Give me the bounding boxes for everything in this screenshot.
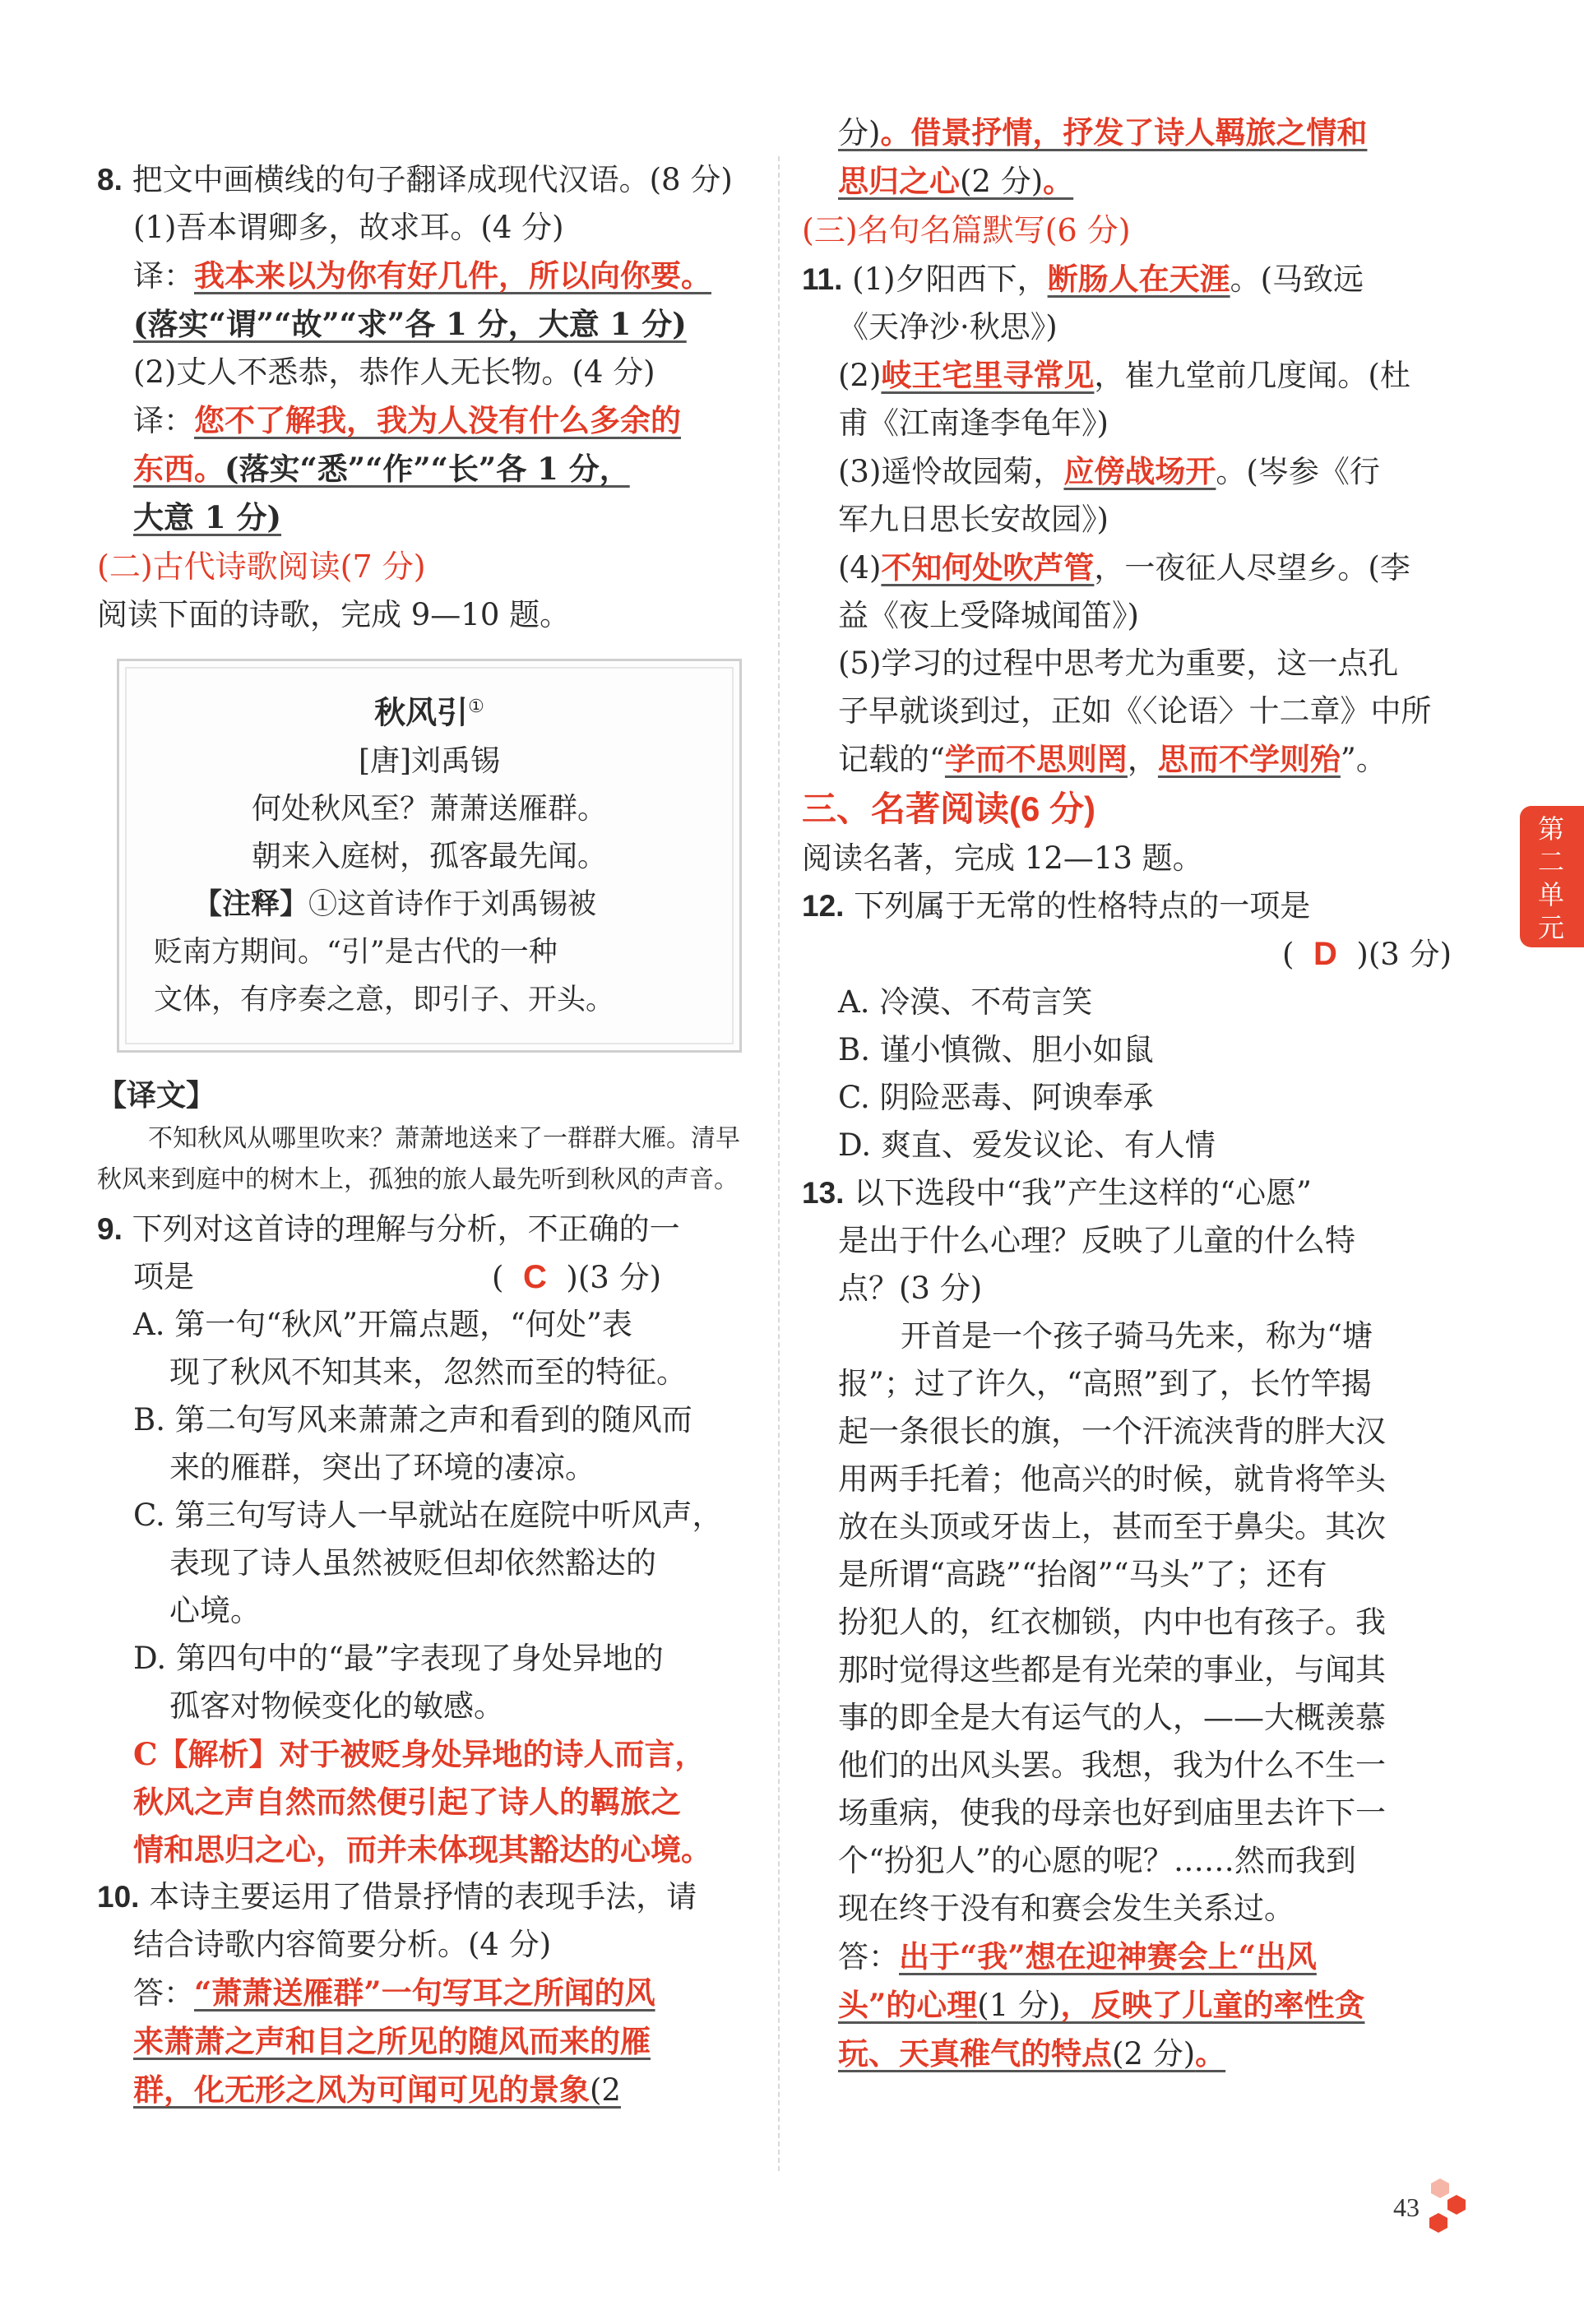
q13-answer-line1: 出于“我”想在迎神赛会上“出风 bbox=[899, 1938, 1317, 1974]
answer-prefix: 译： bbox=[133, 258, 194, 294]
q11-2-answer: 岐王宅里寻常见 bbox=[881, 357, 1095, 393]
q13-passage-9: 他们的出风头罢。我想，我为什么不生一 bbox=[838, 1748, 1386, 1783]
q13-answer-score-1: (1 分) bbox=[977, 1988, 1061, 2023]
q11-item-5: (5)学习的过程中思考尤为重要，这一点孔 bbox=[838, 646, 1399, 681]
q9-answer: C bbox=[522, 1258, 547, 1295]
unit-tab-char-4: 元 bbox=[1537, 913, 1566, 942]
q11-2-num: (2) bbox=[838, 358, 882, 393]
q13-passage-8: 事的即全是大有运气的人，——大概羡慕 bbox=[838, 1700, 1386, 1735]
q8-text: 把文中画横线的句子翻译成现代汉语。(8 分) bbox=[132, 162, 733, 197]
poem-line-1: 何处秋风至？萧萧送雁群。 bbox=[251, 791, 607, 826]
q11-5-lead: 记载的“ bbox=[838, 742, 945, 777]
q10-answer-line2: 来萧萧之声和目之所见的随风而来的雁 bbox=[133, 2022, 651, 2059]
q13-passage-10: 场重病，使我的母亲也好到庙里去许下一 bbox=[838, 1795, 1386, 1831]
q13-passage-5: 是所谓“高跷”“抬阁”“马头”了；还有 bbox=[838, 1557, 1327, 1592]
q11-1-source: 。(马致远 bbox=[1230, 262, 1364, 297]
q9-prompt-2 bbox=[97, 1253, 755, 1301]
poem-note-3: 文体，有序奏之意，即引子、开头。 bbox=[154, 983, 615, 1016]
q9-analysis-2: 秋风之声自然而然便引起了诗人的羁旅之 bbox=[133, 1783, 681, 1820]
q10-number: 10. bbox=[97, 1879, 140, 1914]
q8-answer-1 bbox=[97, 252, 755, 300]
q12-prompt bbox=[802, 882, 1460, 930]
q8-answer-1-line2: (落实“谓”“故”“求”各 1 分，大意 1 分) bbox=[133, 306, 687, 342]
poem-footnote-mark: ① bbox=[468, 696, 484, 716]
q11-5-answer-2: 思而不学则殆 bbox=[1157, 741, 1341, 777]
paren-open: ( bbox=[1282, 937, 1295, 972]
unit-tab-char-1: 第 bbox=[1537, 814, 1566, 844]
poem-author: [唐]刘禹锡 bbox=[358, 743, 501, 778]
q13-prompt-2: 是出于什么心理？反映了儿童的什么特 bbox=[838, 1223, 1355, 1258]
q13-answer-1 bbox=[802, 1933, 1460, 1981]
q9-option-c-3: 心境。 bbox=[169, 1592, 261, 1628]
q13-passage-7: 那时觉得这些都是有光荣的事业，与闻其 bbox=[838, 1652, 1386, 1687]
q11-3-source: 。(岑参《行 bbox=[1216, 454, 1380, 489]
hexagon-decoration-icon bbox=[1428, 2212, 1449, 2234]
q13-answer-line2a: 头”的心理 bbox=[838, 1987, 978, 2023]
answer-prefix: 答： bbox=[133, 1974, 194, 2011]
q11-item-1 bbox=[802, 255, 1460, 303]
q13-text-1: 以下选段中“我”产生这样的“心愿” bbox=[854, 1175, 1312, 1211]
q10-answer-score-end: 分) bbox=[838, 115, 881, 150]
q11-4-text: ，一夜征人尽望乡。(李 bbox=[1094, 550, 1410, 586]
q11-5-comma: ， bbox=[1127, 742, 1158, 777]
q11-5-answer-1: 学而不思则罔 bbox=[944, 741, 1128, 777]
q12-text: 下列属于无常的性格特点的一项是 bbox=[854, 888, 1311, 924]
q13-answer-2 bbox=[802, 1981, 1460, 2030]
poem-title-text: 秋风引 bbox=[374, 696, 469, 731]
q9-number: 9. bbox=[97, 1211, 123, 1246]
q9-option-d-2: 孤客对物候变化的敏感。 bbox=[169, 1687, 504, 1724]
q11-3-answer: 应傍战场开 bbox=[1063, 453, 1216, 489]
q12-number: 12. bbox=[802, 889, 845, 923]
translation-body: 不知秋风从哪里吹来？萧萧地送来了一群群大雁。清早秋风来到庭中的树木上，孤独的旅人最先听到秋风的声音。 bbox=[97, 1123, 740, 1194]
q11-4-num: (4) bbox=[838, 550, 882, 586]
left-column bbox=[97, 156, 755, 2114]
q12-option-b: B. 谨小慎微、胆小如鼠 bbox=[838, 1032, 1154, 1067]
q11-3-text: (3)遥怜故园菊， bbox=[838, 454, 1064, 489]
poem-box bbox=[117, 659, 742, 1053]
q8-number: 8. bbox=[97, 163, 123, 197]
q13-passage-1: 报”；过了许久，“高照”到了，长竹竿揭 bbox=[838, 1366, 1372, 1401]
poem-title bbox=[154, 683, 705, 738]
q8-answer-2-line2b: (落实“悉”“作”“长”各 1 分， bbox=[225, 451, 630, 487]
q10-answer-1 bbox=[97, 1969, 755, 2017]
q13-answer-period: 。 bbox=[1195, 2035, 1226, 2072]
q12-option-c: C. 阴险恶毒、阿谀奉承 bbox=[838, 1080, 1154, 1115]
q11-item-3 bbox=[802, 447, 1460, 496]
q10-answer-cont-1 bbox=[802, 109, 1460, 157]
q11-item-3-cont: 军九日思长安故园》) bbox=[838, 502, 1109, 537]
q9-analysis-1: C【解析】对于被贬身处异地的诗人而言， bbox=[133, 1735, 706, 1772]
q8-answer-1-scoring bbox=[97, 300, 755, 349]
q9-text-2: 项是 bbox=[133, 1258, 194, 1294]
q9-option-c-2: 表现了诗人虽然被贬但却依然豁达的 bbox=[169, 1544, 656, 1581]
q10-answer-score-start: (2 bbox=[590, 2072, 621, 2108]
q11-item-2-cont: 甫《江南逢李龟年》) bbox=[838, 405, 1109, 441]
q13-answer-line2c: ，反映了儿童的率性贪 bbox=[1060, 1987, 1365, 2023]
poem-instruction: 阅读下面的诗歌，完成 9—10 题。 bbox=[97, 597, 571, 632]
page-number: 43 bbox=[1393, 2192, 1420, 2222]
q8-sentence-1: (1)吾本谓卿多，故求耳。(4 分) bbox=[133, 210, 564, 245]
column-divider bbox=[778, 156, 780, 2171]
q8-answer-1-line1: 我本来以为你有好几件，所以向你要。 bbox=[194, 257, 711, 294]
section-famous-lines: (三)名句名篇默写(6 分) bbox=[802, 212, 1131, 248]
q9-prompt-1 bbox=[97, 1206, 755, 1253]
note-heading: 【注释】 bbox=[193, 887, 309, 920]
q8-answer-2-end bbox=[97, 493, 755, 542]
q13-number: 13. bbox=[802, 1176, 845, 1210]
q11-item-1-cont: 《天净沙·秋思》) bbox=[838, 309, 1058, 345]
unit-tab-char-2: 二 bbox=[1537, 847, 1566, 877]
q11-item-5-cont: 子早就谈到过，正如《〈论语〉十二章》中所 bbox=[838, 693, 1432, 729]
q13-answer-line3a: 玩、天真稚气的特点 bbox=[838, 2035, 1112, 2072]
q11-number: 11. bbox=[802, 262, 843, 296]
q13-passage-0: 开首是一个孩子骑马先来，称为“塘 bbox=[901, 1318, 1373, 1354]
q11-item-2 bbox=[802, 351, 1460, 400]
q11-item-4-cont: 益《夜上受降城闻笛》) bbox=[838, 598, 1139, 633]
poem-note-2: 贬南方期间。“引”是古代的一种 bbox=[154, 935, 558, 969]
q12-answer-bracket bbox=[802, 930, 1460, 979]
q10-answer-cont-text: 。借景抒情，抒发了诗人羁旅之情和 bbox=[880, 114, 1368, 150]
q8-sentence-2: (2)丈人不悉恭，恭作人无长物。(4 分) bbox=[133, 354, 655, 390]
q9-option-d-1: D. 第四句中的“最”字表现了身处异地的 bbox=[133, 1640, 664, 1676]
q10-answer-period: 。 bbox=[1043, 163, 1074, 199]
q10-text-1: 本诗主要运用了借景抒情的表现手法，请 bbox=[149, 1878, 697, 1914]
q10-prompt-1 bbox=[97, 1873, 755, 1921]
q12-score: (3 分) bbox=[1368, 937, 1452, 972]
q9-option-b-1: B. 第二句写风来萧萧之声和看到的随风而 bbox=[133, 1401, 692, 1437]
q10-answer-line3: 群，化无形之风为可闻可见的景象 bbox=[133, 2071, 590, 2108]
q11-2-text: ，崔九堂前几度闻。(杜 bbox=[1094, 358, 1410, 393]
q11-5-end: ”。 bbox=[1340, 742, 1387, 777]
answer-prefix: 译： bbox=[133, 403, 194, 438]
q8-answer-2-line1: 您不了解我，我为人没有什么多余的 bbox=[194, 402, 681, 438]
q12-option-d: D. 爽直、爱发议论、有人情 bbox=[838, 1127, 1216, 1163]
unit-tab bbox=[1520, 806, 1584, 947]
translation-heading: 【译文】 bbox=[97, 1077, 216, 1112]
classic-instruction: 阅读名著，完成 12—13 题。 bbox=[802, 840, 1203, 876]
q11-1-text: (1)夕阳西下， bbox=[852, 262, 1048, 297]
poem-note-1 bbox=[154, 881, 705, 928]
q13-passage-11: 个“扮犯人”的心愿的呢？……然而我到 bbox=[838, 1843, 1356, 1878]
q9-analysis-3: 情和思归之心，而并未体现其豁达的心境。 bbox=[133, 1831, 711, 1868]
right-column bbox=[802, 114, 1460, 2078]
q8-answer-2-line3: 大意 1 分) bbox=[133, 499, 282, 535]
q9-answer-bracket bbox=[492, 1253, 661, 1302]
q10-answer-3 bbox=[97, 2066, 755, 2114]
q8-answer-2 bbox=[97, 396, 755, 445]
paren-open: ( bbox=[492, 1259, 504, 1295]
q10-answer-score-2: (2 分) bbox=[960, 164, 1044, 199]
q13-prompt-1 bbox=[802, 1169, 1460, 1217]
paren-close: ) bbox=[566, 1259, 578, 1295]
part-classic-reading: 三、名著阅读(6 分) bbox=[802, 789, 1096, 828]
q13-passage-12: 现在终于没有和赛会发生关系过。 bbox=[838, 1891, 1295, 1926]
section-ancient-poetry: (二)古代诗歌阅读(7 分) bbox=[97, 549, 426, 585]
q10-prompt-2: 结合诗歌内容简要分析。(4 分) bbox=[133, 1926, 552, 1962]
q13-passage-3: 用两手托着；他高兴的时候，就肯将竿头 bbox=[838, 1461, 1386, 1497]
q10-answer-cont-2 bbox=[802, 157, 1460, 206]
q9-option-a-2: 现了秋风不知其来，忽然而至的特征。 bbox=[169, 1354, 687, 1390]
q10-answer-cont-text-2: 思归之心 bbox=[838, 163, 960, 199]
q13-passage-6: 扮犯人的，红衣枷锁，内中也有孩子。我 bbox=[838, 1604, 1386, 1640]
note-text-1: ①这首诗作于刘禹锡被 bbox=[308, 887, 597, 921]
q8-prompt bbox=[97, 156, 755, 204]
q11-item-5-answer bbox=[802, 735, 1460, 784]
q10-answer-2 bbox=[97, 2017, 755, 2066]
answer-prefix: 答： bbox=[838, 1939, 899, 1974]
unit-tab-char-3: 单 bbox=[1537, 880, 1566, 910]
q9-option-a-1: A. 第一句“秋风”开篇点题，“何处”表 bbox=[133, 1306, 632, 1342]
q13-answer-3 bbox=[802, 2030, 1460, 2078]
q13-prompt-3: 点？(3 分) bbox=[838, 1271, 983, 1306]
q8-answer-2-cont bbox=[97, 445, 755, 493]
q12-option-a: A. 冷漠、不苟言笑 bbox=[838, 984, 1093, 1020]
q8-answer-2-line2a: 东西。 bbox=[133, 451, 225, 487]
q13-passage-2: 起一条很长的旗，一个汗流浃背的胖大汉 bbox=[838, 1414, 1386, 1449]
paren-close: ) bbox=[1356, 937, 1369, 972]
q11-item-4 bbox=[802, 544, 1460, 592]
q9-option-b-2: 来的雁群，突出了环境的凄凉。 bbox=[169, 1449, 595, 1485]
q9-score: (3 分) bbox=[577, 1259, 661, 1295]
q11-4-answer: 不知何处吹芦管 bbox=[881, 549, 1095, 586]
poem-line-2: 朝来入庭树，孤客最先闻。 bbox=[251, 839, 607, 873]
q13-answer-score-2: (2 分) bbox=[1112, 2036, 1196, 2072]
q12-answer: D bbox=[1313, 936, 1337, 972]
q13-passage-4: 放在头顶或牙齿上，甚而至于鼻尖。其次 bbox=[838, 1509, 1386, 1544]
q11-1-answer: 断肠人在天涯 bbox=[1047, 261, 1230, 297]
q10-answer-line1: “萧萧送雁群”一句写耳之所闻的风 bbox=[194, 1974, 655, 2011]
q9-text-1: 下列对这首诗的理解与分析，不正确的一 bbox=[132, 1211, 680, 1247]
q9-option-c-1: C. 第三句写诗人一早就站在庭院中听风声， bbox=[133, 1497, 723, 1533]
